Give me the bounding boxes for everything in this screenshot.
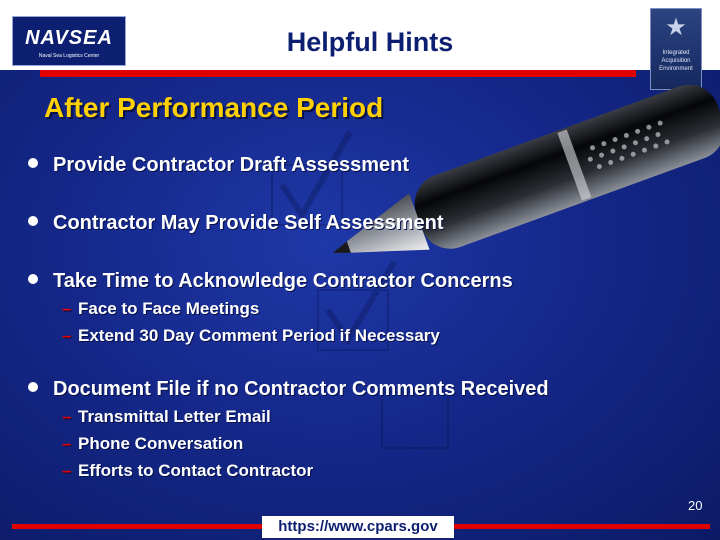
- dash-icon: –: [62, 461, 72, 480]
- bullet-dot: [28, 158, 38, 168]
- dash-icon: –: [62, 299, 72, 318]
- bullet-text: Take Time to Acknowledge Contractor Concerns: [53, 270, 513, 292]
- bullet-dot: [28, 274, 38, 284]
- sub-bullet: [62, 434, 243, 454]
- bullet-3: [28, 270, 513, 293]
- bullet-2: [28, 212, 444, 235]
- sub-bullet-text: Extend 30 Day Comment Period if Necessary: [78, 326, 440, 345]
- dash-icon: –: [62, 326, 72, 345]
- footer-url-link[interactable]: https://www.cpars.gov: [262, 516, 454, 538]
- badge-text: Integrated Acquisition Environment: [659, 50, 693, 72]
- footer-bar-right: [452, 524, 710, 529]
- footer-bar-left: [12, 524, 264, 529]
- sub-bullet: [62, 461, 313, 481]
- bullet-text: Document File if no Contractor Comments Received: [53, 378, 549, 400]
- sub-bullet-text: Transmittal Letter Email: [78, 407, 271, 426]
- sub-bullet-text: Face to Face Meetings: [78, 299, 260, 318]
- bullet-text: Contractor May Provide Self Assessment: [53, 212, 444, 234]
- star-icon: ★: [665, 14, 687, 41]
- logo-text: NAVSEA: [25, 27, 113, 49]
- bullet-1: [28, 154, 409, 177]
- bullet-dot: [28, 382, 38, 392]
- dash-icon: –: [62, 434, 72, 453]
- bullet-4: [28, 378, 549, 401]
- section-subtitle: After Performance Period: [44, 92, 384, 123]
- sub-bullet-text: Phone Conversation: [78, 434, 244, 453]
- logo-subtext: Naval Sea Logistics Center: [38, 53, 100, 59]
- sub-bullet-text: Efforts to Contact Contractor: [78, 461, 314, 480]
- sub-bullet: [62, 299, 259, 319]
- sub-bullet: [62, 326, 440, 346]
- sub-bullet: [62, 407, 271, 427]
- dash-icon: –: [62, 407, 72, 426]
- bullet-dot: [28, 216, 38, 226]
- bullet-text: Provide Contractor Draft Assessment: [53, 154, 410, 176]
- page-number: 20: [688, 498, 703, 513]
- slide-title: Helpful Hints: [286, 27, 454, 57]
